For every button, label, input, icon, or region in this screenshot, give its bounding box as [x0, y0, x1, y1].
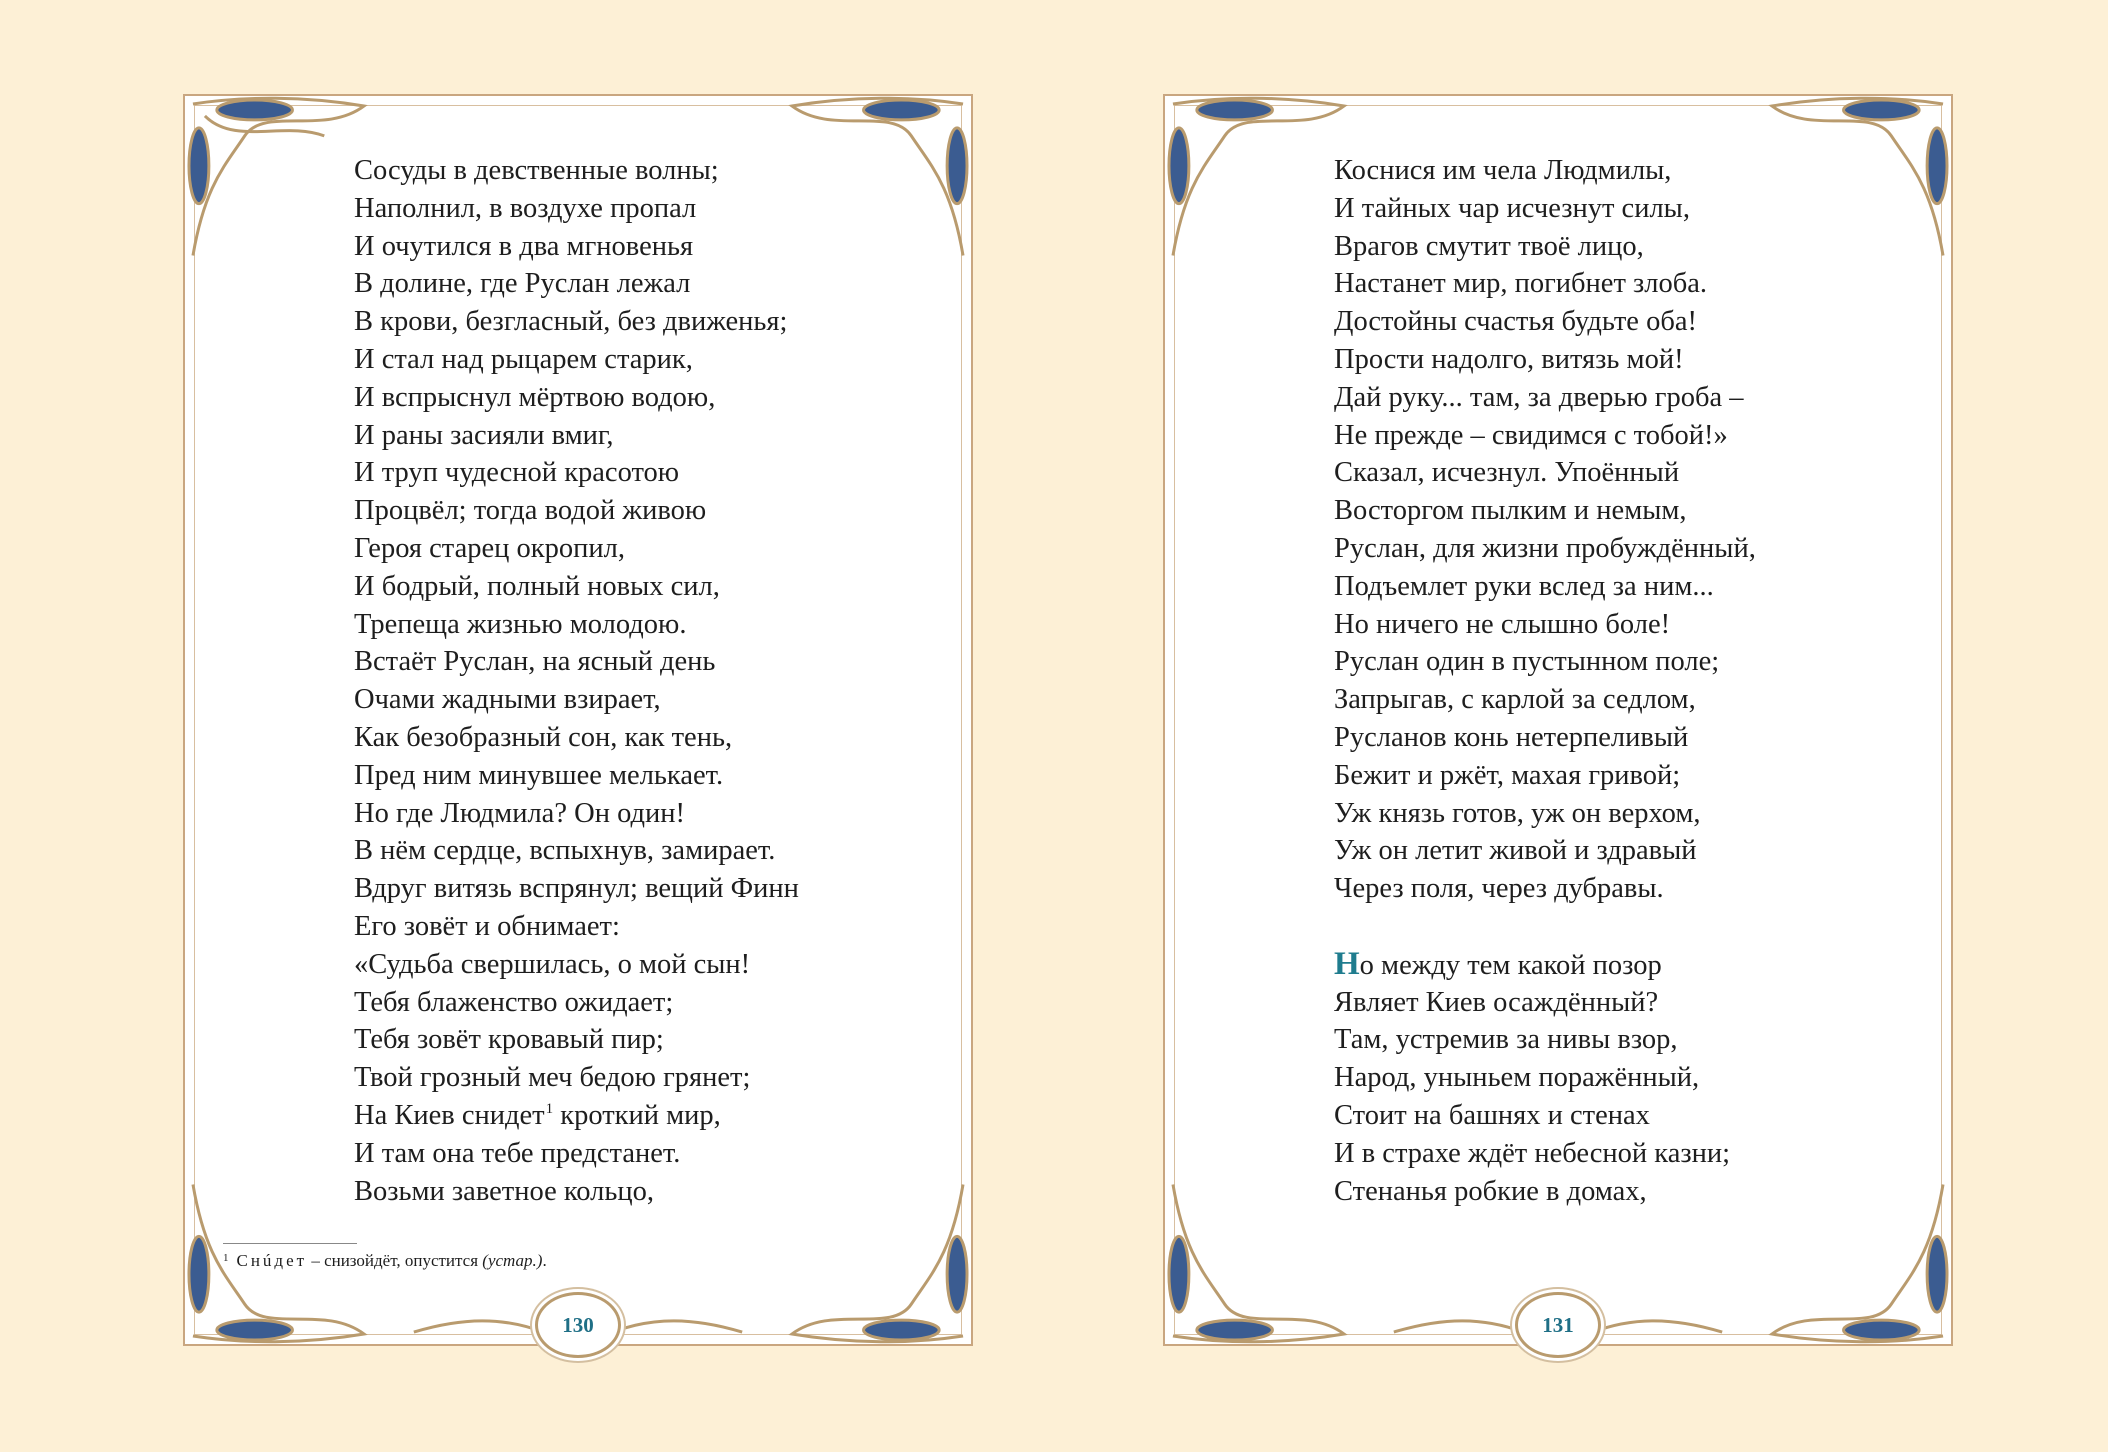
stanza-first-line-rest: о между тем какой позор — [1359, 949, 1662, 981]
verse-line: И очутился в два мгновенья — [354, 230, 694, 262]
verse-line-start: На Киев снидет — [354, 1099, 545, 1131]
verse-line: Русланов конь нетерпеливый — [1334, 721, 1689, 753]
page-number-left: 130 — [535, 1292, 621, 1358]
verse-line: Уж он летит живой и здравый — [1334, 835, 1697, 867]
right-page — [1163, 94, 1953, 1346]
verse-line: И бодрый, полный новых сил, — [354, 570, 720, 602]
verse-line: Не прежде – свидимся с тобой!» — [1334, 419, 1728, 451]
footnote-definition: – снизойдёт, опустится — [307, 1251, 483, 1270]
verse-line: Дай руку... там, за дверью гроба – — [1334, 381, 1744, 413]
corner-ornament-top-left — [1169, 98, 1344, 255]
verse-line: И в страхе ждёт небесной казни; — [1334, 1137, 1731, 1169]
verse-line: Но где Людмила? Он один! — [354, 797, 685, 829]
footnote-term: Снúдет — [236, 1251, 308, 1270]
verse-right — [1334, 152, 1756, 1210]
footnote-note: (устар.) — [482, 1251, 543, 1270]
verse-line: Как безобразный сон, как тень, — [354, 721, 733, 753]
footnote-marker: 1 — [545, 1100, 554, 1117]
corner-ornament-top-left — [189, 98, 364, 255]
verse-line: И тайных чар исчезнут силы, — [1334, 192, 1690, 224]
verse-line: Руслан один в пустынном поле; — [1334, 646, 1720, 678]
footnote-end: . — [542, 1251, 547, 1270]
verse-line: Там, устремив за нивы взор, — [1334, 1024, 1678, 1056]
verse-left — [354, 152, 799, 1210]
verse-line: И вспрыснул мёртвою водою, — [354, 381, 716, 413]
verse-line: «Судьба свершилась, о мой сын! — [354, 948, 751, 980]
page-number-right: 131 — [1515, 1292, 1601, 1358]
verse-line: Стоит на башнях и стенах — [1334, 1099, 1650, 1131]
verse-line: Запрыгав, с карлой за седлом, — [1334, 684, 1696, 716]
verse-line: Пред ним минувшее мелькает. — [354, 759, 724, 791]
verse-line: Встаёт Руслан, на ясный день — [354, 646, 716, 678]
verse-line: И раны засияли вмиг, — [354, 419, 614, 451]
corner-ornament-top-right — [1772, 98, 1947, 255]
verse-line: Бежит и ржёт, махая гривой; — [1334, 759, 1681, 791]
verse-line: Прости надолго, витязь мой! — [1334, 343, 1684, 375]
verse-line: Возьми заветное кольцо, — [354, 1175, 654, 1207]
left-page — [183, 94, 973, 1346]
verse-line: Трепеща жизнью молодою. — [354, 608, 687, 640]
verse-line: Достойны счастья будьте оба! — [1334, 306, 1697, 338]
verse-line: Вдруг витязь вспрянул; вещий Финн — [354, 873, 799, 905]
verse-line: Героя старец окропил, — [354, 532, 625, 564]
verse-line: Его зовёт и обнимает: — [354, 910, 620, 942]
verse-line: И труп чудесной красотою — [354, 457, 680, 489]
verse-line: Очами жадными взирает, — [354, 684, 661, 716]
verse-line: Сосуды в девственные волны; — [354, 155, 719, 186]
stanza-first-line — [1334, 946, 1756, 984]
verse-line: Наполнил, в воздухе пропал — [354, 192, 697, 224]
verse-line: Стенанья робкие в домах, — [1334, 1175, 1647, 1207]
verse-line: Твой грозный меч бедою грянет; — [354, 1062, 751, 1094]
verse-line: Сказал, исчезнул. Упоённый — [1334, 457, 1680, 489]
verse-line: Врагов смутит твоё лицо, — [1334, 230, 1644, 262]
drop-cap: Н — [1334, 945, 1360, 982]
verse-line: Руслан, для жизни пробуждённый, — [1334, 532, 1756, 564]
verse-line: Через поля, через дубравы. — [1334, 873, 1664, 905]
corner-ornament-top-right — [792, 98, 967, 255]
verse-line: И там она тебе предстанет. — [354, 1137, 681, 1169]
verse-line: В долине, где Руслан лежал — [354, 268, 691, 300]
verse-line: Уж князь готов, уж он верхом, — [1334, 797, 1701, 829]
verse-line: Являет Киев осаждённый? — [1334, 986, 1659, 1018]
verse-line: Тебя блаженство ожидает; — [354, 986, 674, 1018]
verse-line-with-footnote — [354, 1097, 799, 1135]
verse-line: Тебя зовёт кровавый пир; — [354, 1024, 664, 1056]
footnote-number: 1 — [223, 1252, 229, 1264]
footnote-divider — [223, 1243, 357, 1244]
verse-line: Процвёл; тогда водой живою — [354, 495, 707, 527]
verse-line: Настанет мир, погибнет злоба. — [1334, 268, 1708, 300]
verse-line: В крови, безгласный, без движенья; — [354, 306, 788, 338]
verse-line-end: кроткий мир, — [553, 1099, 721, 1131]
verse-line: Восторгом пылким и немым, — [1334, 495, 1687, 527]
verse-line: И стал над рыцарем старик, — [354, 343, 693, 375]
verse-line: В нём сердце, вспыхнув, замирает. — [354, 835, 776, 867]
verse-line: Но ничего не слышно боле! — [1334, 608, 1671, 640]
stanza-break — [1334, 908, 1756, 946]
verse-line: Коснися им чела Людмилы, — [1334, 155, 1672, 186]
verse-line: Народ, уныньем поражённый, — [1334, 1062, 1700, 1094]
footnote — [223, 1251, 547, 1271]
verse-line: Подъемлет руки вслед за ним... — [1334, 570, 1714, 602]
